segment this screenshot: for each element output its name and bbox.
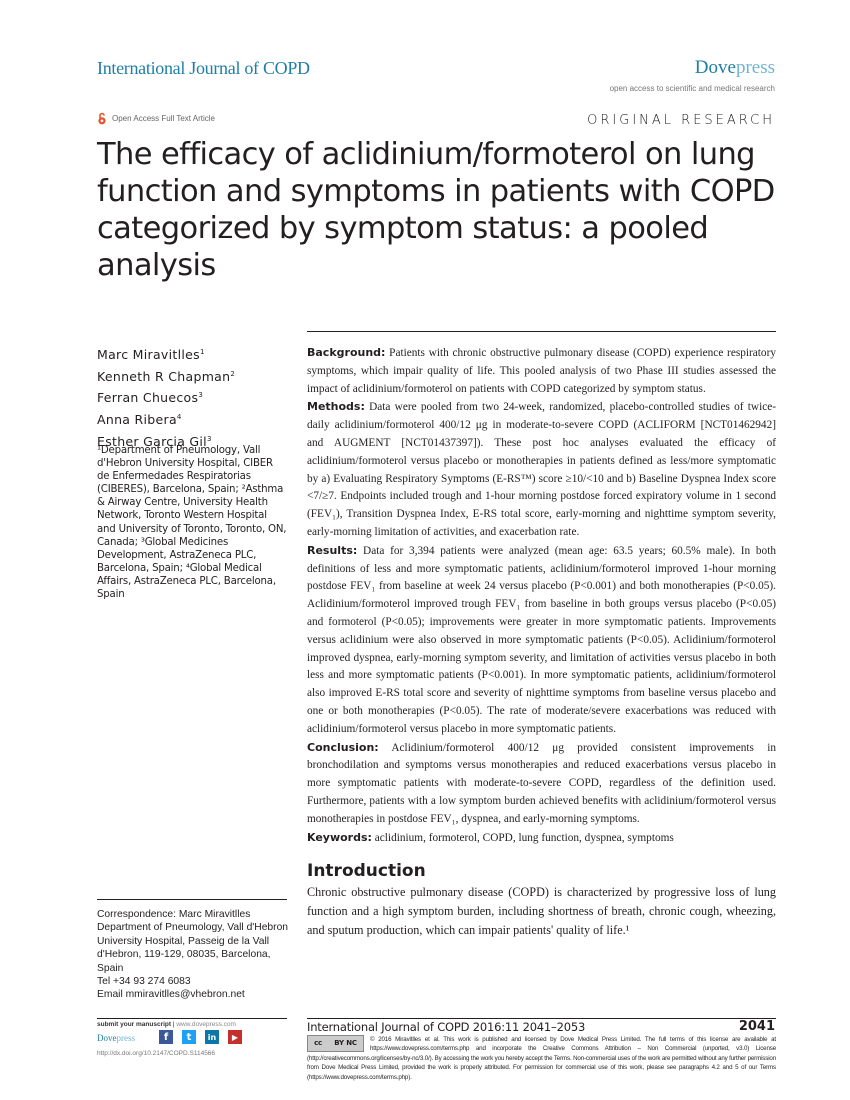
twitter-icon[interactable]: t (182, 1030, 196, 1044)
correspondence-name: Correspondence: Marc Miravitlles (97, 909, 251, 920)
divider (97, 1018, 287, 1019)
submit-manuscript[interactable]: submit your manuscript | www.dovepress.com (97, 1021, 236, 1028)
facebook-icon[interactable]: f (159, 1030, 173, 1044)
correspondence (97, 908, 292, 1002)
author: Esther Garcia Gil$^3$ (97, 433, 212, 449)
journal-name: International Journal of COPD (97, 58, 310, 78)
license-text: © 2016 Miravitlles et al. This work is published and licensed by Dove Medical Press Limited. The full terms of this license are available at https://www.dovepress.com/terms.php and incorporate the Creative Commons Attribution – Non Commercial (unported, v3.0) License (http://creativecommons.org/licenses/by-nc/3.0/). By accessing the work you hereby accept the Terms. Non-commercial uses of the work are permitted without any further permission from Dove Medical Press Limited, provided the work is properly attributed. For permission for commercial use of this work, please see paragraphs 4.2 and 5 of our Terms (https://www.dovepress.com/terms.php). (307, 1036, 776, 1081)
abstract-results: Results: Data for 3,394 patients were analyzed (mean age: 63.5 years; 60.5% male). In both definitions of less and more symptomatic patients, aclidinium/formoterol improved 1-hour morning postdose FEV₁ from baseline at week 24 versus placebo (P<0.001) and both monotherapies (P<0.05). Aclidinium/formoterol improved trough FEV₁ from baseline in both groups versus placebo (P<0.05) and formoterol (P<0.05); improvements were greater in more symptomatic patients. Improvements versus aclidinium were also observed in more symptomatic patients (P<0.05). Aclidinium/formoterol improved dyspnea, early-morning symptom severity, and limitation of activities versus placebo in both less and more symptomatic patients (P<0.001). In more symptomatic patients, aclidinium/formoterol also improved E-RS total score and severity of nighttime symptoms from baseline versus placebo and one or both monotherapies (P<0.05). The rate of moderate/severe exacerbations was reduced with aclidinium/formoterol versus placebo in more symptomatic patients. (307, 543, 776, 735)
submit-link[interactable]: www.dovepress.com (176, 1021, 236, 1028)
article-type: ORIGINAL RESEARCH (587, 113, 775, 128)
article-title: The efficacy of aclidinium/formoterol on lung function and symptoms in patients with COPD categorized by symptom status: a pooled analysis (97, 137, 775, 283)
abstract-methods: Methods: Data were pooled from two 24-week, randomized, placebo-controlled studies of twice-daily aclidinium/formoterol 400/12 μg in moderate-to-severe COPD (ACLIFORM [NCT01462942] and AUGMENT [NCT01437397]). These post hoc analyses evaluated the efficacy of aclidinium/formoterol versus placebo or monotherapies in patients defined as less/more symptomatic by a) Evaluating Respiratory Symptoms (E-RS™) score ≥10/<10 and b) Baseline Dyspnea Index score <7/≥7. Endpoints included trough and 1-hour morning postdose forced expiratory volume in 1 second (FEV₁), Transition Dyspnea Index, E-RS total score, early-morning and nighttime symptom severity, early-morning limitation of activities, and exacerbation rate. (307, 400, 776, 538)
social-links (159, 1030, 242, 1044)
abstract (307, 344, 776, 847)
introduction-text: Chronic obstructive pulmonary disease (COPD) is characterized by progressive loss of lung function and a high symptom burden, including shortness of breath, chronic cough, wheezing, and sputum production, which can impair patients' quality of life.¹ (307, 885, 776, 938)
affiliations: ¹Department of Pneumology, Vall d'Hebron University Hospital, CIBER de Enfermedades Respiratorias (CIBERES), Barcelona, Spain; ²Asthma & Airway Centre, University Health Network, Toronto Western Hospital and University of Toronto, Toronto, ON, Canada; ³Global Medicines Development, AstraZeneca PLC, Barcelona, Spain; ⁴Global Medical Affairs, AstraZeneca PLC, Barcelona, Spain (97, 445, 287, 601)
doi-link[interactable]: http://dx.doi.org/10.2147/COPD.S114566 (97, 1050, 216, 1057)
abstract-conclusion: Conclusion: Aclidinium/formoterol 400/12 μg provided consistent improvements in bronchodilation and symptoms versus monotherapies and reduced exacerbations versus placebo in more symptomatic patients with moderate-to-severe COPD, regardless of the definition used. Furthermore, patients with a low symptom burden achieved benefits with aclidinium/formoterol versus monotherapies in postdose FEV₁, dyspnea, and early-morning symptoms. (307, 740, 776, 825)
cc-license-icon: cc BY NC (307, 1035, 364, 1052)
youtube-icon[interactable]: ▶ (228, 1030, 242, 1044)
author: Marc Miravitlles$^1$ (97, 347, 205, 363)
author: Anna Ribera$^4$ (97, 412, 182, 428)
author: Ferran Chuecos$^3$ (97, 390, 204, 406)
license-block (307, 1035, 776, 1082)
abstract-background: Background: Patients with chronic obstructive pulmonary disease (COPD) experience respiratory symptoms, which impair quality of life. This pooled analysis of two Phase III studies assessed the impact of aclidinium/formoterol on patients with COPD categorized by symptom status. (307, 346, 776, 395)
abstract-keywords: Keywords: aclidinium, formoterol, COPD, lung function, dyspnea, symptoms (307, 830, 674, 844)
correspondence-phone: Tel +34 93 274 6083 (97, 976, 191, 988)
open-access-label: Open Access Full Text Article (112, 114, 216, 123)
main-column (307, 344, 776, 940)
author: Kenneth R Chapman$^2$ (97, 368, 236, 384)
divider (307, 1018, 776, 1019)
publisher-logo-small: Dovepress (97, 1033, 135, 1043)
linkedin-icon[interactable]: in (205, 1030, 219, 1044)
page-number: 2041 (738, 1019, 775, 1034)
publisher-logo (695, 57, 775, 79)
journal-citation: International Journal of COPD 2016:11 2041–2053 (307, 1020, 586, 1034)
correspondence-address: Department of Pneumology, Vall d'Hebron University Hospital, Passeig de la Vall d'Hebron, 119-129, 08035, Barcelona, Spain (97, 922, 289, 974)
publisher-name-b: press (735, 57, 775, 78)
open-access-lock-icon (97, 112, 107, 125)
author-list (97, 343, 235, 451)
open-access-badge (97, 112, 215, 125)
correspondence-email[interactable]: Email mmiravitlles@vhebron.net (97, 989, 245, 1001)
publisher-name-a: Dove (694, 57, 736, 78)
divider (307, 331, 776, 332)
publisher-tagline: open access to scientific and medical research (609, 84, 775, 93)
section-heading-introduction: Introduction (307, 861, 426, 882)
divider (97, 899, 287, 900)
